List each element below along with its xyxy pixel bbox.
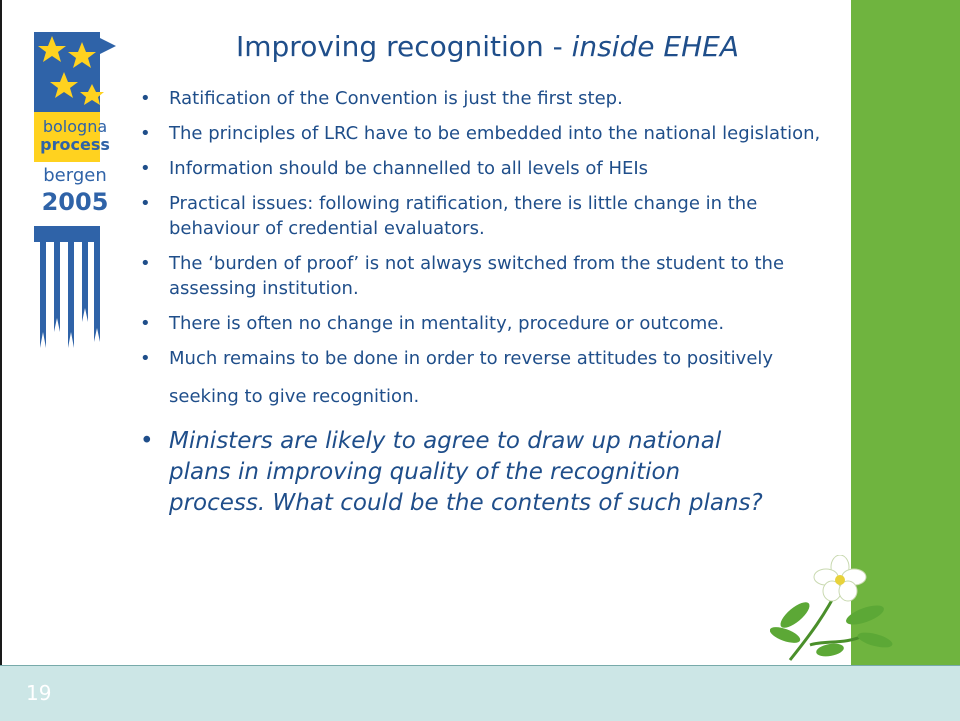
bullet-item: • Information should be channelled to all levels of HEIs bbox=[140, 156, 840, 181]
flower-decoration-icon bbox=[770, 555, 900, 665]
footer-bar bbox=[0, 665, 960, 721]
bullet-item: • The principles of LRC have to be embedded into the national legislation, bbox=[140, 121, 840, 146]
title-main-text: Improving recognition - bbox=[236, 30, 572, 63]
page-number: 19 bbox=[26, 681, 52, 705]
slide-title bbox=[236, 30, 739, 63]
bullet-item: • Practical issues: following ratification, there is little change in the behaviour of credential evaluators. bbox=[140, 191, 840, 241]
bullet-item: • Ratification of the Convention is just the first step. bbox=[140, 86, 840, 111]
logo-text-bologna: bologna bbox=[42, 117, 108, 136]
logo-text-process: process bbox=[40, 135, 110, 154]
bullet-item-emphasis: • Ministers are likely to agree to draw up national plans in improving quality of the recognition process. What could be the contents of such plans? bbox=[140, 426, 779, 519]
bullet-item: • The ‘burden of proof’ is not always switched from the student to the assessing institution. bbox=[140, 251, 840, 301]
bullet-item: • There is often no change in mentality, procedure or outcome. bbox=[140, 311, 840, 336]
left-border-line bbox=[0, 0, 2, 665]
title-italic-text: inside EHEA bbox=[571, 30, 739, 63]
bullet-item: • Much remains to be done in order to reverse attitudes to positively seeking to give recognition. bbox=[140, 340, 840, 416]
logo-text-bergen: bergen bbox=[43, 165, 107, 186]
bologna-process-logo bbox=[34, 32, 116, 350]
logo-text-year: 2005 bbox=[41, 188, 109, 216]
bullet-list bbox=[140, 86, 840, 529]
